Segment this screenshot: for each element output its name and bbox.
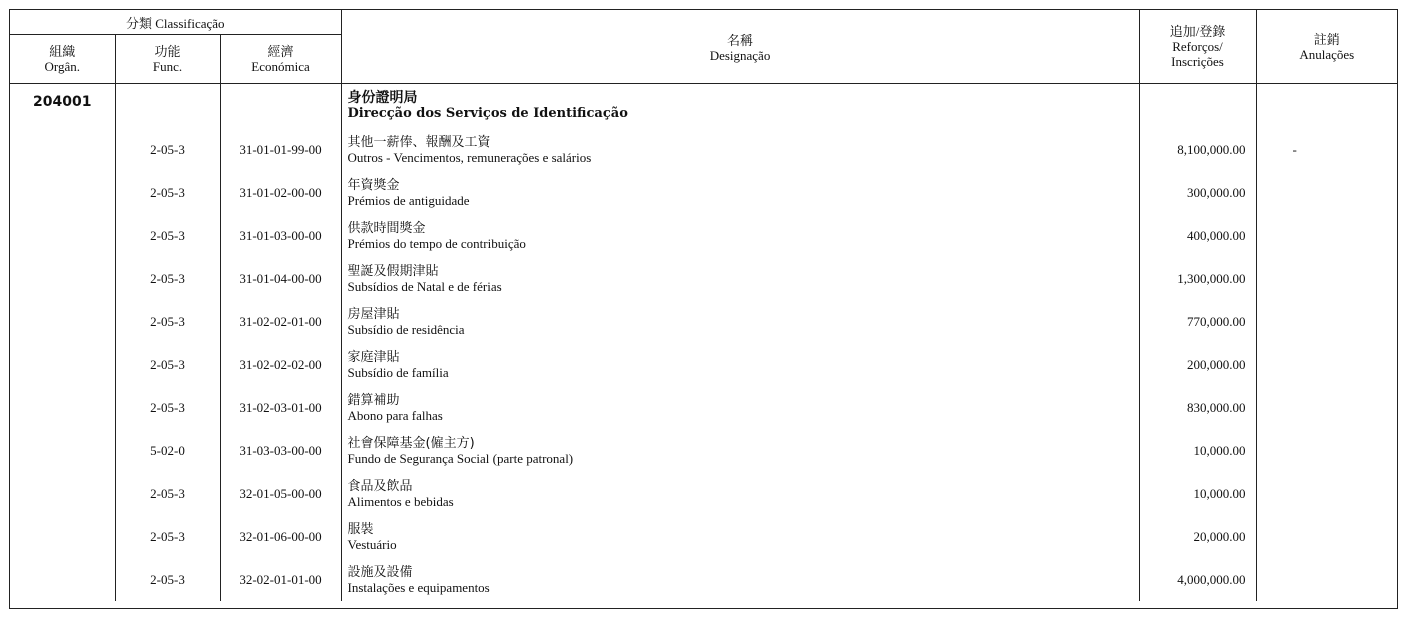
row-func: 2-05-3 bbox=[115, 128, 220, 171]
annulments-header-zh: 註銷 bbox=[1313, 31, 1340, 47]
row-amount: 8,100,000.00 bbox=[1139, 128, 1256, 171]
row-designation-pt: Vestuário bbox=[347, 536, 397, 552]
row-amount: 20,000.00 bbox=[1139, 515, 1256, 558]
row-designation-pt: Subsídios de Natal e de férias bbox=[347, 278, 502, 294]
econ-header bbox=[220, 35, 341, 84]
row-econ: 31-01-02-00-00 bbox=[220, 171, 341, 214]
row-designation-zh: 其他一薪俸、報酬及工資 bbox=[347, 134, 491, 150]
organ-header bbox=[10, 35, 115, 84]
row-designation-pt: Subsídio de família bbox=[347, 364, 449, 380]
organization-code: 204001 bbox=[10, 84, 115, 602]
row-designation bbox=[341, 128, 1139, 171]
row-designation-pt: Outros - Vencimentos, remunerações e salários bbox=[347, 149, 592, 165]
reinforcements-header-zh: 追加/登錄 bbox=[1169, 24, 1226, 39]
row-econ: 32-01-05-00-00 bbox=[220, 472, 341, 515]
row-designation-zh: 聖誕及假期津貼 bbox=[347, 263, 439, 279]
row-amount: 400,000.00 bbox=[1139, 214, 1256, 257]
table-row bbox=[10, 343, 1397, 386]
func-header-zh: 功能 bbox=[154, 44, 181, 59]
designation-header-zh: 名稱 bbox=[727, 32, 754, 48]
table-row bbox=[10, 300, 1397, 343]
budget-table bbox=[10, 10, 1397, 601]
row-designation bbox=[341, 386, 1139, 429]
row-designation-zh: 設施及設備 bbox=[347, 564, 413, 580]
row-func: 2-05-3 bbox=[115, 558, 220, 601]
table-row bbox=[10, 171, 1397, 214]
row-designation-pt: Subsídio de residência bbox=[347, 321, 465, 337]
func-header bbox=[115, 35, 220, 84]
row-amount: 830,000.00 bbox=[1139, 386, 1256, 429]
annulments-header-pt: Anulações bbox=[1299, 46, 1355, 62]
row-annulment bbox=[1256, 472, 1397, 515]
table-row bbox=[10, 128, 1397, 171]
row-annulment bbox=[1256, 214, 1397, 257]
table-row bbox=[10, 386, 1397, 429]
table-row bbox=[10, 472, 1397, 515]
row-func: 2-05-3 bbox=[115, 300, 220, 343]
row-designation bbox=[341, 558, 1139, 601]
row-amount: 10,000.00 bbox=[1139, 429, 1256, 472]
row-annulment bbox=[1256, 171, 1397, 214]
table-row bbox=[10, 515, 1397, 558]
row-annulment bbox=[1256, 515, 1397, 558]
func-header-pt: Func. bbox=[152, 59, 183, 74]
organ-header-pt: Orgân. bbox=[44, 59, 80, 74]
row-designation-pt: Instalações e equipamentos bbox=[347, 579, 490, 595]
reinforcements-header-pt2: Inscrições bbox=[1171, 54, 1224, 69]
table-row bbox=[10, 558, 1397, 601]
row-amount: 300,000.00 bbox=[1139, 171, 1256, 214]
row-designation-zh: 家庭津貼 bbox=[347, 349, 400, 365]
row-econ: 32-01-06-00-00 bbox=[220, 515, 341, 558]
row-func: 2-05-3 bbox=[115, 386, 220, 429]
row-func: 2-05-3 bbox=[115, 214, 220, 257]
row-designation bbox=[341, 214, 1139, 257]
row-annulment bbox=[1256, 300, 1397, 343]
organization-name bbox=[341, 84, 1139, 129]
row-annulment bbox=[1256, 429, 1397, 472]
row-amount: 10,000.00 bbox=[1139, 472, 1256, 515]
row-designation-pt: Prémios do tempo de contribuição bbox=[347, 235, 526, 251]
row-designation-zh: 供款時間獎金 bbox=[347, 220, 426, 236]
row-designation-pt: Abono para falhas bbox=[347, 407, 443, 423]
econ-header-pt: Económica bbox=[251, 59, 310, 74]
row-annulment bbox=[1256, 386, 1397, 429]
row-econ: 32-02-01-01-00 bbox=[220, 558, 341, 601]
row-annulment bbox=[1256, 257, 1397, 300]
row-amount: 4,000,000.00 bbox=[1139, 558, 1256, 601]
budget-table-sheet bbox=[9, 9, 1398, 609]
row-func: 2-05-3 bbox=[115, 257, 220, 300]
row-annulment: - bbox=[1292, 141, 1297, 157]
row-designation-zh: 房屋津貼 bbox=[347, 306, 400, 322]
organization-name-zh: 身份證明局 bbox=[347, 90, 418, 106]
classification-header: 分類 Classificação bbox=[10, 10, 341, 35]
reinforcements-header-pt1: Reforços/ bbox=[1172, 39, 1223, 54]
table-row bbox=[10, 214, 1397, 257]
row-func: 2-05-3 bbox=[115, 472, 220, 515]
row-func: 5-02-0 bbox=[115, 429, 220, 472]
row-designation-zh: 年資獎金 bbox=[347, 177, 400, 193]
row-annulment bbox=[1256, 558, 1397, 601]
row-econ: 31-02-03-01-00 bbox=[220, 386, 341, 429]
row-econ: 31-01-04-00-00 bbox=[220, 257, 341, 300]
row-amount: 200,000.00 bbox=[1139, 343, 1256, 386]
row-designation bbox=[341, 515, 1139, 558]
row-designation-zh: 服裝 bbox=[347, 521, 374, 537]
table-row bbox=[10, 257, 1397, 300]
row-designation bbox=[341, 472, 1139, 515]
table-row bbox=[10, 429, 1397, 472]
row-func: 2-05-3 bbox=[115, 515, 220, 558]
row-designation-zh: 錯算補助 bbox=[347, 392, 400, 408]
row-designation bbox=[341, 300, 1139, 343]
row-annulment bbox=[1256, 343, 1397, 386]
row-func: 2-05-3 bbox=[115, 171, 220, 214]
row-designation bbox=[341, 429, 1139, 472]
designation-header bbox=[341, 10, 1139, 84]
row-designation bbox=[341, 257, 1139, 300]
row-designation-zh: 食品及飲品 bbox=[347, 478, 413, 494]
row-designation-pt: Prémios de antiguidade bbox=[347, 192, 470, 208]
reinforcements-header bbox=[1139, 10, 1256, 84]
row-econ: 31-03-03-00-00 bbox=[220, 429, 341, 472]
annulments-header bbox=[1256, 10, 1397, 84]
organization-name-pt: Direcção dos Serviços de Identificação bbox=[347, 106, 628, 121]
organ-header-zh: 組織 bbox=[49, 44, 76, 59]
designation-header-pt: Designação bbox=[709, 47, 771, 63]
row-econ: 31-01-01-99-00 bbox=[220, 128, 341, 171]
row-amount: 770,000.00 bbox=[1139, 300, 1256, 343]
row-designation-pt: Alimentos e bebidas bbox=[347, 493, 454, 509]
row-designation-pt: Fundo de Segurança Social (parte patronal) bbox=[347, 450, 574, 466]
row-econ: 31-02-02-01-00 bbox=[220, 300, 341, 343]
econ-header-zh: 經濟 bbox=[267, 44, 294, 59]
organization-row bbox=[10, 84, 1397, 129]
row-designation-zh: 社會保障基金(僱主方) bbox=[347, 435, 475, 451]
row-designation bbox=[341, 343, 1139, 386]
row-econ: 31-01-03-00-00 bbox=[220, 214, 341, 257]
row-designation bbox=[341, 171, 1139, 214]
row-econ: 31-02-02-02-00 bbox=[220, 343, 341, 386]
row-amount: 1,300,000.00 bbox=[1139, 257, 1256, 300]
row-func: 2-05-3 bbox=[115, 343, 220, 386]
